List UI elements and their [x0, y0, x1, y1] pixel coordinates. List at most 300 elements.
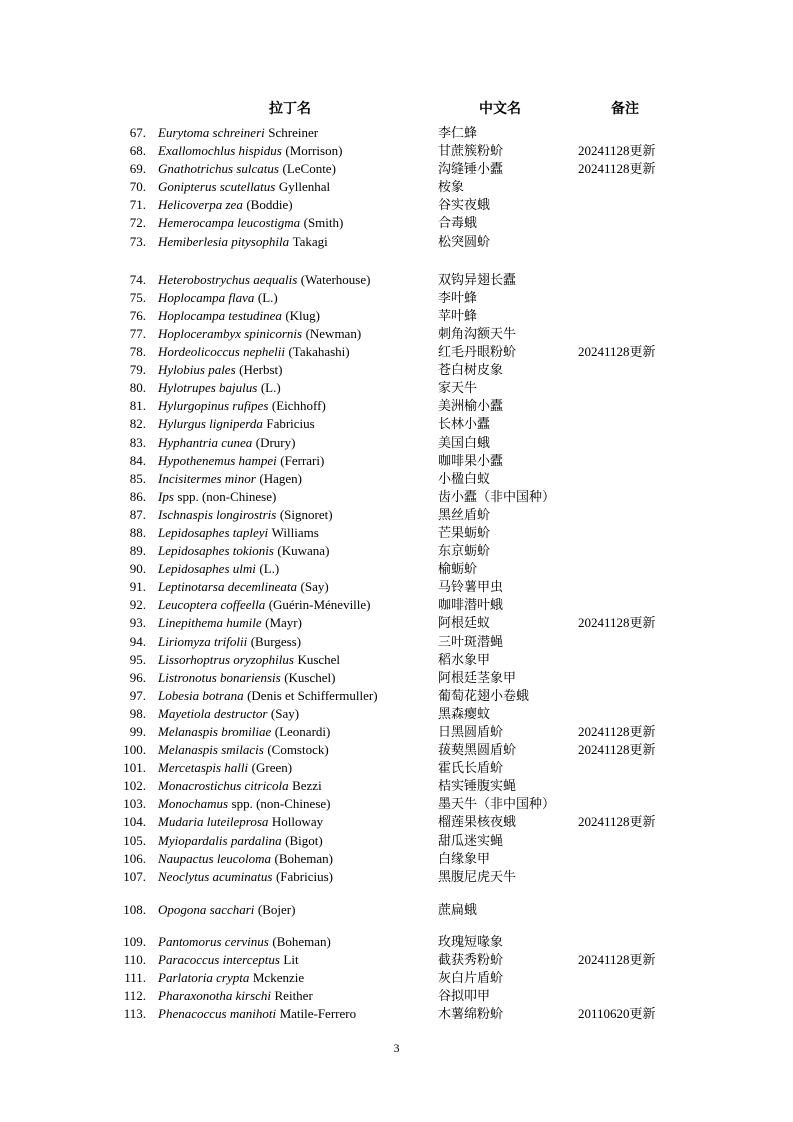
latin-name [158, 289, 278, 307]
species-name: Leptinotarsa decemlineata [158, 579, 298, 595]
entry-number: 107. [123, 868, 146, 884]
chinese-name: 沟缝锤小蠹 [438, 161, 504, 177]
author-name: (Green) [251, 760, 293, 776]
chinese-name: 合毒蛾 [438, 215, 478, 231]
species-name: Monochamus [158, 796, 229, 812]
table-row [0, 705, 793, 723]
author-name: spp. (non-Chinese) [177, 488, 277, 504]
latin-name [158, 1005, 356, 1023]
table-row [0, 868, 793, 886]
species-name: Mudaria luteileprosa [158, 814, 269, 830]
author-name: (Drury) [255, 434, 296, 450]
entry-number: 75. [129, 289, 146, 305]
author-name: (Herbst) [239, 362, 283, 378]
chinese-name: 甜瓜迷实蝇 [438, 832, 504, 848]
species-name: Incisitermes minor [158, 470, 256, 486]
species-name: Hoplocerambyx spinicornis [158, 325, 303, 341]
latin-name [158, 434, 295, 452]
latin-name [158, 452, 324, 470]
entry-number: 73. [129, 233, 146, 249]
author-name: Holloway [271, 814, 324, 830]
chinese-name: 稻水象甲 [438, 651, 491, 667]
table-row [0, 415, 793, 433]
species-name: Lobesia botrana [158, 687, 244, 703]
author-name: (Fabricius) [275, 868, 334, 884]
chinese-name: 长林小蠹 [438, 416, 491, 432]
latin-name [158, 124, 318, 142]
chinese-name: 榴莲果核夜蛾 [438, 814, 517, 830]
latin-name [158, 142, 342, 160]
species-name: Opogona sacchari [158, 901, 255, 917]
author-name: (Kuschel) [284, 669, 336, 685]
chinese-name: 双钩异翅长蠹 [438, 271, 517, 287]
species-name: Heterobostrychus aequalis [158, 271, 298, 287]
chinese-name: 玫瑰短喙象 [438, 933, 504, 949]
species-name: Eurytoma schreineri [158, 125, 265, 140]
chinese-name: 日黑圆盾蚧 [438, 724, 504, 739]
table-row [0, 343, 793, 361]
chinese-name: 黑腹尼虎天牛 [438, 868, 517, 884]
entry-number: 108. [123, 901, 146, 917]
table-row [0, 307, 793, 325]
latin-name [158, 271, 370, 289]
entry-number: 71. [129, 197, 146, 213]
author-name: (Waterhouse) [300, 271, 371, 287]
author-name: (Denis et Schiffermuller) [247, 687, 378, 703]
table-row [0, 178, 793, 196]
latin-name [158, 987, 313, 1005]
species-name: Hoplocampa flava [158, 289, 255, 305]
species-name: Ips [158, 488, 174, 504]
chinese-name: 芒果蛎蚧 [438, 524, 491, 540]
table-row [0, 142, 793, 160]
table-row [0, 901, 793, 919]
latin-name [158, 705, 299, 723]
update-remark: 20241128更新 [578, 161, 656, 177]
author-name: (Say) [270, 705, 300, 721]
table-row [0, 325, 793, 343]
author-name: (Mayr) [265, 615, 302, 631]
entry-number: 82. [129, 416, 146, 432]
entry-number: 103. [123, 796, 146, 812]
author-name: Kuschel [297, 651, 341, 667]
chinese-name: 甘蔗簇粉蚧 [438, 143, 504, 159]
species-name: Phenacoccus manihoti [158, 1006, 277, 1022]
author-name: (Hagen) [259, 470, 302, 486]
latin-name [158, 325, 361, 343]
entry-number: 83. [129, 434, 146, 450]
entry-group [0, 271, 793, 886]
chinese-name: 李叶蜂 [438, 289, 478, 305]
author-name: (Newman) [305, 325, 362, 341]
latin-name [158, 542, 329, 560]
latin-name [158, 651, 340, 669]
latin-name [158, 596, 371, 614]
chinese-name: 谷拟叩甲 [438, 988, 491, 1004]
entry-number: 98. [129, 705, 146, 721]
chinese-name: 咖啡果小蠹 [438, 452, 504, 468]
table-row [0, 951, 793, 969]
chinese-name: 红毛丹眼粉蚧 [438, 344, 517, 360]
latin-name [158, 470, 302, 488]
author-name: Fabricius [266, 416, 315, 432]
species-name: Ischnaspis longirostris [158, 506, 277, 522]
entry-number: 68. [129, 143, 146, 159]
latin-name [158, 488, 276, 506]
author-name: (Guérin-Méneville) [268, 597, 371, 613]
update-remark: 20241128更新 [578, 143, 656, 159]
chinese-name: 美国白蛾 [438, 434, 491, 450]
entry-number: 88. [129, 524, 146, 540]
column-header-chinese-name: 中文名 [479, 102, 521, 117]
author-name: (Burgess) [250, 633, 302, 649]
author-name: (L.) [259, 561, 280, 577]
entry-number: 84. [129, 452, 146, 468]
chinese-name: 马铃薯甲虫 [438, 579, 504, 595]
chinese-name: 蔗扁蛾 [438, 901, 478, 917]
species-name: Hyphantria cunea [158, 434, 253, 450]
entry-number: 72. [129, 215, 146, 231]
latin-name [158, 969, 304, 987]
latin-name [158, 850, 333, 868]
entry-number: 86. [129, 488, 146, 504]
species-name: Mayetiola destructor [158, 705, 268, 721]
entry-number: 96. [129, 669, 146, 685]
chinese-name: 霍氏长盾蚧 [438, 760, 504, 776]
author-name: Takagi [292, 233, 328, 249]
latin-name [158, 196, 293, 214]
latin-name [158, 160, 336, 178]
species-name: Hylotrupes bajulus [158, 380, 258, 396]
author-name: Bezzi [292, 778, 322, 794]
latin-name [158, 361, 282, 379]
entry-number: 85. [129, 470, 146, 486]
chinese-name: 松突圆蚧 [438, 233, 491, 249]
table-row [0, 933, 793, 951]
entry-number: 79. [129, 362, 146, 378]
species-name: Parlatoria crypta [158, 970, 250, 986]
column-header-latin-name: 拉丁名 [269, 102, 311, 117]
table-row [0, 578, 793, 596]
entry-group [0, 901, 793, 919]
latin-name [158, 614, 302, 632]
table-row [0, 379, 793, 397]
entry-number: 74. [129, 271, 146, 287]
chinese-name: 葡萄花翅小卷蛾 [438, 687, 530, 703]
author-name: Mckenzie [252, 970, 305, 986]
table-row [0, 361, 793, 379]
entry-number: 95. [129, 651, 146, 667]
chinese-name: 家天牛 [438, 380, 478, 396]
author-name: (Bigot) [285, 832, 323, 848]
page-number: 3 [393, 1041, 400, 1055]
latin-name [158, 901, 295, 919]
chinese-name: 墨天牛（非中国种） [438, 796, 556, 812]
update-remark: 20241128更新 [578, 724, 656, 739]
latin-name [158, 233, 328, 251]
latin-name [158, 343, 350, 361]
update-remark: 20241128更新 [578, 742, 656, 758]
entry-number: 102. [123, 778, 146, 794]
table-row [0, 813, 793, 831]
latin-name [158, 723, 330, 741]
author-name: (LeConte) [282, 161, 336, 177]
species-name: Gonipterus scutellatus [158, 179, 276, 195]
chinese-name: 桉象 [438, 179, 465, 195]
author-name: Williams [271, 524, 319, 540]
update-remark: 20241128更新 [578, 952, 656, 968]
species-name: Hypothenemus hampei [158, 452, 277, 468]
species-table [0, 124, 793, 1023]
chinese-name: 黑森瘿蚊 [438, 705, 491, 721]
latin-name [158, 832, 323, 850]
entry-number: 100. [123, 742, 146, 758]
entry-number: 101. [123, 760, 146, 776]
latin-name [158, 397, 326, 415]
chinese-name: 美洲榆小蠹 [438, 398, 504, 414]
entry-number: 92. [129, 597, 146, 613]
author-name: (Eichhoff) [271, 398, 326, 414]
author-name: (Say) [300, 579, 329, 595]
species-name: Neoclytus acuminatus [158, 868, 273, 884]
table-row [0, 506, 793, 524]
table-row [0, 723, 793, 741]
species-name: Leucoptera coffeella [158, 597, 266, 613]
author-name: (L.) [260, 380, 281, 396]
table-row [0, 614, 793, 632]
table-row [0, 560, 793, 578]
entry-number: 99. [129, 724, 146, 739]
author-name: spp. (non-Chinese) [231, 796, 331, 812]
entry-number: 113. [123, 1006, 146, 1022]
entry-number: 87. [129, 506, 146, 522]
chinese-name: 东京蛎蚧 [438, 543, 491, 559]
chinese-name: 苍白树皮象 [438, 362, 504, 378]
latin-name [158, 415, 315, 433]
entry-number: 77. [129, 325, 146, 341]
author-name: (Klug) [285, 307, 321, 323]
latin-name [158, 741, 329, 759]
author-name: (L.) [257, 289, 278, 305]
author-name: (Bojer) [257, 901, 296, 917]
chinese-name: 桔实锤腹实蝇 [438, 778, 517, 794]
species-name: Hemiberlesia pitysophila [158, 233, 290, 249]
entry-number: 106. [123, 850, 146, 866]
entry-number: 110. [123, 952, 146, 968]
species-name: Lepidosaphes ulmi [158, 561, 256, 577]
species-name: Melanaspis bromiliae [158, 724, 272, 739]
table-row [0, 777, 793, 795]
author-name: Gyllenhal [278, 179, 331, 195]
author-name: (Smith) [303, 215, 344, 231]
table-row [0, 596, 793, 614]
table-row [0, 470, 793, 488]
latin-name [158, 687, 378, 705]
chinese-name: 李仁蜂 [438, 125, 478, 140]
table-row [0, 542, 793, 560]
latin-name [158, 307, 320, 325]
table-row [0, 969, 793, 987]
author-name: Reither [274, 988, 313, 1004]
chinese-name: 白缘象甲 [438, 850, 491, 866]
species-name: Liriomyza trifolii [158, 633, 248, 649]
species-name: Melanaspis smilacis [158, 742, 264, 758]
species-name: Lissorhoptrus oryzophilus [158, 651, 294, 667]
author-name: (Comstock) [267, 742, 329, 758]
table-row [0, 987, 793, 1005]
column-header-remarks: 备注 [611, 102, 639, 117]
chinese-name: 齿小蠹（非中国种） [438, 488, 556, 504]
entry-number: 105. [123, 832, 146, 848]
table-row [0, 850, 793, 868]
table-row [0, 687, 793, 705]
author-name: (Signoret) [279, 506, 333, 522]
table-row [0, 289, 793, 307]
table-row [0, 759, 793, 777]
table-row [0, 160, 793, 178]
latin-name [158, 379, 281, 397]
author-name: (Leonardi) [274, 724, 331, 739]
chinese-name: 菝葜黑圆盾蚧 [438, 742, 517, 758]
entry-number: 67. [129, 125, 146, 140]
species-name: Lepidosaphes tapleyi [158, 524, 269, 540]
table-row [0, 651, 793, 669]
author-name: (Ferrari) [280, 452, 325, 468]
species-name: Hemerocampa leucostigma [158, 215, 301, 231]
update-remark: 20241128更新 [578, 814, 656, 830]
author-name: (Boheman) [274, 850, 333, 866]
table-row [0, 832, 793, 850]
table-row [0, 233, 793, 251]
entry-number: 94. [129, 633, 146, 649]
table-row [0, 669, 793, 687]
entry-group [0, 124, 793, 251]
author-name: (Boheman) [272, 933, 331, 949]
chinese-name: 截获秀粉蚧 [438, 952, 504, 968]
species-name: Naupactus leucoloma [158, 850, 272, 866]
species-name: Hordeolicoccus nephelii [158, 344, 285, 360]
species-name: Helicoverpa zea [158, 197, 243, 213]
entry-number: 80. [129, 380, 146, 396]
species-name: Exallomochlus hispidus [158, 143, 282, 159]
table-row [0, 741, 793, 759]
entry-number: 97. [129, 687, 146, 703]
species-name: Hoplocampa testudinea [158, 307, 282, 323]
latin-name [158, 506, 333, 524]
entry-number: 90. [129, 561, 146, 577]
species-name: Pharaxonotha kirschi [158, 988, 272, 1004]
species-name: Mercetaspis halli [158, 760, 249, 776]
entry-number: 70. [129, 179, 146, 195]
latin-name [158, 178, 330, 196]
chinese-name: 三叶斑潜蝇 [438, 633, 504, 649]
chinese-name: 咖啡潜叶蛾 [438, 597, 504, 613]
author-name: Schreiner [268, 125, 319, 140]
update-remark: 20241128更新 [578, 344, 656, 360]
entry-number: 109. [123, 933, 146, 949]
latin-name [158, 777, 322, 795]
entry-number: 81. [129, 398, 146, 414]
table-row [0, 488, 793, 506]
author-name: Matile-Ferrero [279, 1006, 357, 1022]
table-row [0, 524, 793, 542]
entry-number: 76. [129, 307, 146, 323]
entry-number: 112. [123, 988, 146, 1004]
species-name: Monacrostichus citricola [158, 778, 289, 794]
chinese-name: 小楹白蚁 [438, 470, 491, 486]
latin-name [158, 868, 333, 886]
chinese-name: 谷实夜蛾 [438, 197, 491, 213]
latin-name [158, 759, 292, 777]
latin-name [158, 951, 299, 969]
latin-name [158, 669, 335, 687]
latin-name [158, 578, 329, 596]
author-name: (Boddie) [246, 197, 293, 213]
species-name: Hylobius pales [158, 362, 236, 378]
entry-number: 78. [129, 344, 146, 360]
latin-name [158, 214, 343, 232]
species-name: Pantomorus cervinus [158, 933, 269, 949]
table-row [0, 452, 793, 470]
author-name: Lit [283, 952, 299, 968]
table-row [0, 124, 793, 142]
chinese-name: 阿根廷茎象甲 [438, 669, 517, 685]
chinese-name: 刺角沟额天牛 [438, 325, 517, 341]
species-name: Linepithema humile [158, 615, 262, 631]
entry-number: 104. [123, 814, 146, 830]
latin-name [158, 933, 331, 951]
author-name: (Kuwana) [277, 543, 330, 559]
species-name: Myiopardalis pardalina [158, 832, 282, 848]
entry-number: 89. [129, 543, 146, 559]
latin-name [158, 524, 319, 542]
species-name: Hylurgopinus rufipes [158, 398, 269, 414]
latin-name [158, 560, 279, 578]
update-remark: 20110620更新 [578, 1006, 656, 1022]
table-row [0, 214, 793, 232]
species-name: Listronotus bonariensis [158, 669, 281, 685]
update-remark: 20241128更新 [578, 615, 656, 631]
chinese-name: 木薯绵粉蚧 [438, 1006, 504, 1022]
table-row [0, 271, 793, 289]
author-name: (Takahashi) [288, 344, 350, 360]
table-row [0, 196, 793, 214]
entry-number: 69. [129, 161, 146, 177]
entry-number: 111. [124, 970, 146, 986]
species-name: Lepidosaphes tokionis [158, 543, 274, 559]
latin-name [158, 795, 330, 813]
chinese-name: 苹叶蜂 [438, 307, 478, 323]
species-name: Paracoccus interceptus [158, 952, 280, 968]
chinese-name: 灰白片盾蚧 [438, 970, 504, 986]
table-row [0, 434, 793, 452]
table-row [0, 795, 793, 813]
author-name: (Morrison) [285, 143, 343, 159]
chinese-name: 黑丝盾蚧 [438, 506, 491, 522]
species-name: Gnathotrichus sulcatus [158, 161, 279, 177]
table-row [0, 397, 793, 415]
latin-name [158, 813, 323, 831]
species-name: Hylurgus ligniperda [158, 416, 263, 432]
entry-number: 93. [129, 615, 146, 631]
entry-group [0, 933, 793, 1023]
table-row [0, 633, 793, 651]
chinese-name: 榆蛎蚧 [438, 561, 478, 577]
latin-name [158, 633, 301, 651]
entry-number: 91. [129, 579, 146, 595]
table-row [0, 1005, 793, 1023]
chinese-name: 阿根廷蚁 [438, 615, 491, 631]
